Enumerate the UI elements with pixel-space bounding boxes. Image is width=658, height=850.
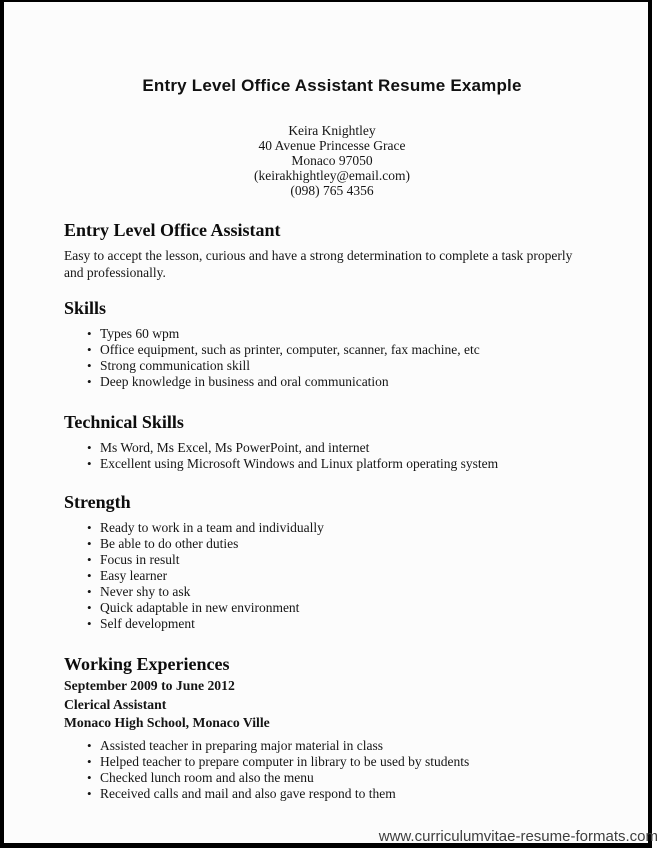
- contact-email: (keirakhightley@email.com): [253, 168, 410, 183]
- objective-text: Easy to accept the lesson, curious and have a strong determination to complete a task properly and professionally.: [64, 248, 573, 280]
- skills-heading: Skills: [64, 298, 107, 318]
- strength-list: [64, 520, 600, 632]
- technical-skills-list: [64, 440, 600, 472]
- contact-phone: (098) 765 4356: [290, 183, 374, 198]
- contact-name: Keira Knightley: [288, 123, 376, 138]
- experience-list: [64, 738, 600, 802]
- list-item: • Deep knowledge in business and oral communication: [100, 374, 600, 390]
- list-item: • Assisted teacher in preparing major material in class: [100, 738, 600, 754]
- list-item: • Easy learner: [100, 568, 600, 584]
- list-item: • Checked lunch room and also the menu: [100, 770, 600, 786]
- experience-organization: Monaco High School, Monaco Ville: [64, 715, 270, 730]
- technical-skills-heading: Technical Skills: [64, 412, 184, 432]
- list-item: • Strong communication skill: [100, 358, 600, 374]
- contact-address-line2: Monaco 97050: [291, 153, 373, 168]
- list-item: • Be able to do other duties: [100, 536, 600, 552]
- experience-role: Clerical Assistant: [64, 696, 167, 712]
- strength-heading: Strength: [64, 492, 131, 512]
- list-item: • Self development: [100, 616, 600, 632]
- list-item: • Helped teacher to prepare computer in library to be used by students: [100, 754, 600, 770]
- experience-heading: Working Experiences: [64, 654, 230, 674]
- page-title: Entry Level Office Assistant Resume Example: [142, 76, 522, 95]
- list-item: • Office equipment, such as printer, computer, scanner, fax machine, etc: [100, 342, 600, 358]
- list-item: • Received calls and mail and also gave respond to them: [100, 786, 600, 802]
- experience-period: September 2009 to June 2012: [64, 678, 235, 693]
- list-item: • Types 60 wpm: [100, 326, 600, 342]
- contact-address-line1: 40 Avenue Princesse Grace: [258, 138, 406, 153]
- contact-block: [64, 123, 600, 198]
- skills-list: [64, 326, 600, 390]
- list-item: • Ready to work in a team and individually: [100, 520, 600, 536]
- list-item: • Excellent using Microsoft Windows and Linux platform operating system: [100, 456, 600, 472]
- list-item: • Ms Word, Ms Excel, Ms PowerPoint, and internet: [100, 440, 600, 456]
- list-item: • Never shy to ask: [100, 584, 600, 600]
- objective-heading: Entry Level Office Assistant: [64, 220, 281, 240]
- footer-url-link[interactable]: www.curriculumvitae-resume-formats.com: [378, 828, 658, 845]
- list-item: • Quick adaptable in new environment: [100, 600, 600, 616]
- list-item: • Focus in result: [100, 552, 600, 568]
